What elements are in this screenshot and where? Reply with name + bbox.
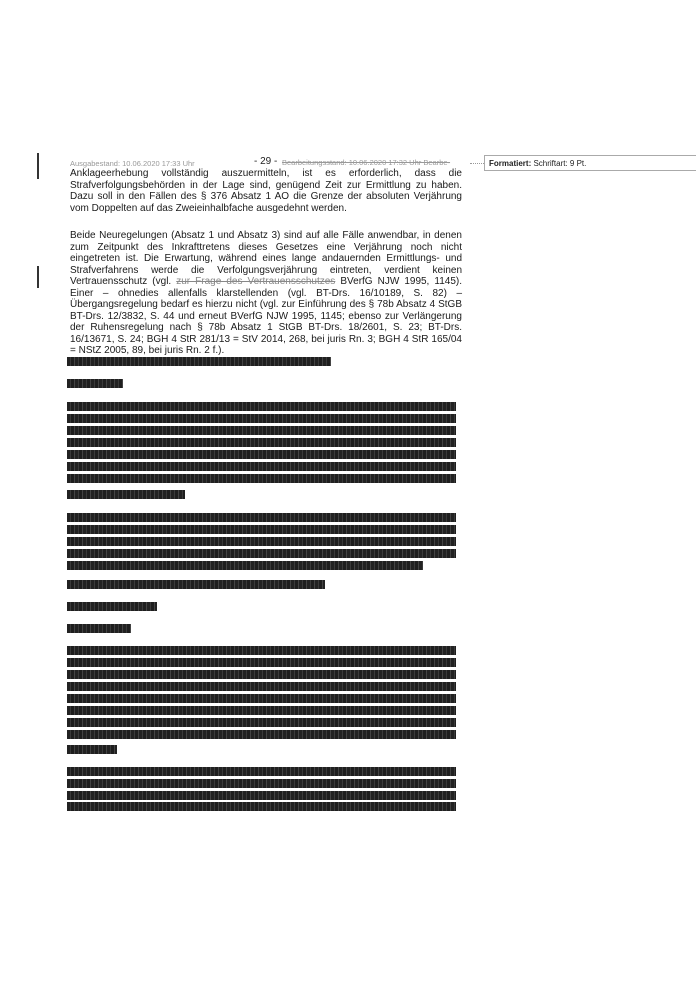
redaction-bar — [67, 670, 456, 679]
change-bar — [37, 153, 39, 179]
redaction-bar — [67, 450, 456, 459]
paragraph-1 — [70, 168, 462, 214]
text-run: BVerfG NJW 1995, 1145). Einer – ohnedies allenfalls klarstellenden (vgl. BT-Drs. 16/10189, S. 82) – Übergangsregelung bedarf es hierzu nicht (vgl. zur Einführung des § 78b Absatz 4 StGB BT-Drs. 12/3832, S. 44 und erneut BVerfG NJW 1995, 1145; ebenso zur Verlängerung der Ruhensregelung nach § 78b Absatz 1 StGB BT-Drs. 18/2601, S. 23; BT-Drs. 16/13671, S. 24; BGH 4 StR 281/13 = StV 2014, 268, bei juris Rn. 3; BGH 4 StR 165/04 = NStZ 2005, 89, bei juris Rn. 2 f.). — [70, 276, 462, 356]
deleted-text: zur Frage des Vertrauensschutzes — [176, 276, 336, 287]
redaction-bar — [67, 802, 456, 811]
redaction-bar — [67, 474, 456, 483]
comment-label: Formatiert: — [489, 159, 532, 168]
redaction-bar — [67, 694, 456, 703]
comment-connector — [470, 163, 484, 164]
paragraph-2 — [70, 230, 462, 357]
redaction-bar — [67, 718, 456, 727]
text-run: Beide Neuregelungen (Absatz 1 und Absatz 3) sind auf alle Fälle anwendbar, in denen zum Zeitpunkt des Inkrafttretens dieses Gesetzes eine Verjährung noch nicht eingetreten ist. Die Erwartung, während eines lange andauernden Ermittlungs- und Strafverfahrens werde die Verfolgungsverjährung eintreten, verdient keinen Vertrauensschutz (vgl. — [70, 230, 462, 287]
redaction-bar — [67, 513, 456, 522]
paragraph-text — [70, 230, 462, 357]
redaction-bar — [67, 745, 117, 754]
redaction-bar — [67, 580, 325, 589]
edit-stamp: Bearbeitungsstand: 10.06.2020 17:32 Uhr Bearbe- — [282, 158, 451, 167]
redaction-bar — [67, 646, 456, 655]
redaction-bar — [67, 549, 456, 558]
redaction-bar — [67, 537, 456, 546]
paragraph-text: Anklageerhebung vollständig auszuermitteln, ist es erforderlich, dass die Strafverfolgungsbehörden in der Lage sind, genügend Zeit zur Ermittlung zu haben. Dazu soll in den Fällen des § 376 Absatz 1 AO die Grenze der absoluten Verjährung vom Doppelten auf das Zweieinhalbfache ausgedehnt werden. — [70, 168, 462, 214]
redaction-bar — [67, 561, 423, 570]
comment-text: Schriftart: 9 Pt. — [531, 159, 587, 168]
redaction-bar — [67, 706, 456, 715]
redaction-bar — [67, 767, 456, 776]
page-number: - 29 - — [254, 156, 278, 167]
redaction-bar — [67, 730, 456, 739]
redaction-bar — [67, 525, 456, 534]
redaction-bar — [67, 379, 123, 388]
redaction-bar — [67, 658, 456, 667]
redaction-bar — [67, 426, 456, 435]
redaction-bar — [67, 624, 131, 633]
format-comment-balloon[interactable] — [484, 155, 696, 171]
redaction-bar — [67, 779, 456, 788]
redaction-bar — [67, 791, 456, 800]
redaction-bar — [67, 462, 456, 471]
redaction-bar — [67, 602, 157, 611]
redaction-bar — [67, 490, 185, 499]
redaction-bar — [67, 357, 331, 366]
output-stamp: Ausgabestand: 10.06.2020 17:33 Uhr — [70, 159, 195, 168]
redaction-bar — [67, 682, 456, 691]
redaction-bar — [67, 414, 456, 423]
redaction-bar — [67, 402, 456, 411]
redaction-bar — [67, 438, 456, 447]
change-bar — [37, 266, 39, 288]
